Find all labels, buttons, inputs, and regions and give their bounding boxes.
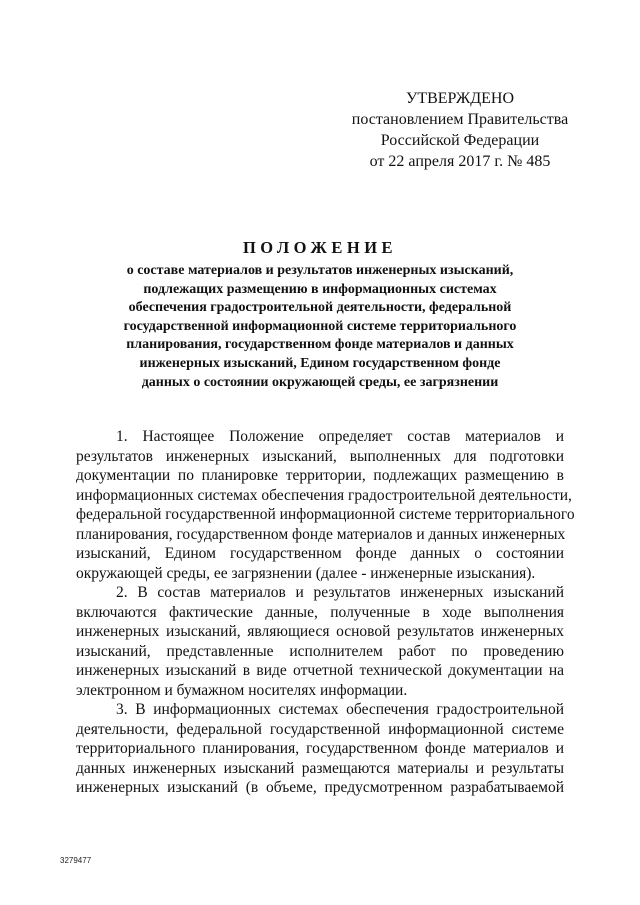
paragraph-line: 1. Настоящее Положение определяет состав материалов и [116, 428, 564, 445]
document-subtitle [70, 262, 570, 392]
paragraph-line: включаются фактические данные, полученные в ходе выполнения [76, 603, 564, 621]
paragraph-line: планирования, государственном фонде материалов и данных инженерных [76, 525, 566, 543]
subtitle-line: обеспечения градостроительной деятельности, федеральной [128, 300, 512, 316]
paragraph-2 [76, 583, 564, 700]
subtitle-line: планирования, государственном фонде материалов и данных [126, 337, 514, 353]
approval-heading: УТВЕРЖДЕНО [405, 90, 514, 107]
document-title: ПОЛОЖЕНИЕ [242, 238, 398, 257]
paragraph-line: деятельности, федеральной государственной информационной системе [76, 720, 564, 738]
paragraph-line: данных инженерных изысканий размещаются материалы и результаты [76, 759, 564, 777]
subtitle-line: данных о состоянии окружающей среды, ее загрязнении [141, 374, 499, 390]
subtitle-line: о составе материалов и результатов инженерных изысканий, [126, 263, 514, 278]
document-code: 3279477 [60, 856, 92, 865]
paragraph-line: инженерных изысканий в виде отчетной технической документации на [76, 662, 564, 679]
paragraph-line: территориального планирования, государственном фонде материалов и [76, 740, 564, 757]
paragraph-line: окружающей среды, ее загрязнении (далее - инженерные изыскания). [76, 564, 536, 582]
paragraph-line: инженерных изысканий (в объеме, предусмотренном разрабатываемой [76, 779, 564, 796]
approval-line: постановлением Правительства [351, 111, 569, 128]
paragraph-3 [76, 700, 564, 798]
paragraph-line: изысканий, представленные исполнителем работ по проведению [76, 642, 564, 660]
paragraph-line: инженерных изысканий, являющиеся основой результатов инженерных [76, 623, 564, 640]
paragraph-line: электронном и бумажном носителях информации. [76, 681, 408, 699]
subtitle-line: подлежащих размещению в информационных системах [143, 281, 497, 297]
paragraph-line: информационных системах обеспечения градостроительной деятельности, [76, 486, 572, 504]
document-body [76, 427, 575, 798]
paragraph-line: федеральной государственной информационной системе территориального [76, 506, 575, 523]
approval-line: Российской Федерации [380, 132, 540, 149]
subtitle-line: инженерных изысканий, Едином государственном фонде [139, 355, 501, 371]
approval-stamp [340, 88, 580, 172]
paragraph-line: изысканий, Едином государственном фонде данных о состоянии [76, 545, 564, 562]
paragraph-line: документации по планировке территории, подлежащих размещению в [76, 467, 564, 484]
approval-date-number: от 22 апреля 2017 г. № 485 [369, 153, 551, 170]
paragraph-line: результатов инженерных изысканий, выполненных для подготовки [76, 447, 564, 465]
paragraph-line: 3. В информационных системах обеспечения градостроительной [116, 701, 564, 718]
subtitle-line: государственной информационной системе территориального [123, 318, 517, 334]
paragraph-line: 2. В состав материалов и результатов инженерных изысканий [116, 584, 564, 601]
paragraph-1 [76, 427, 575, 583]
